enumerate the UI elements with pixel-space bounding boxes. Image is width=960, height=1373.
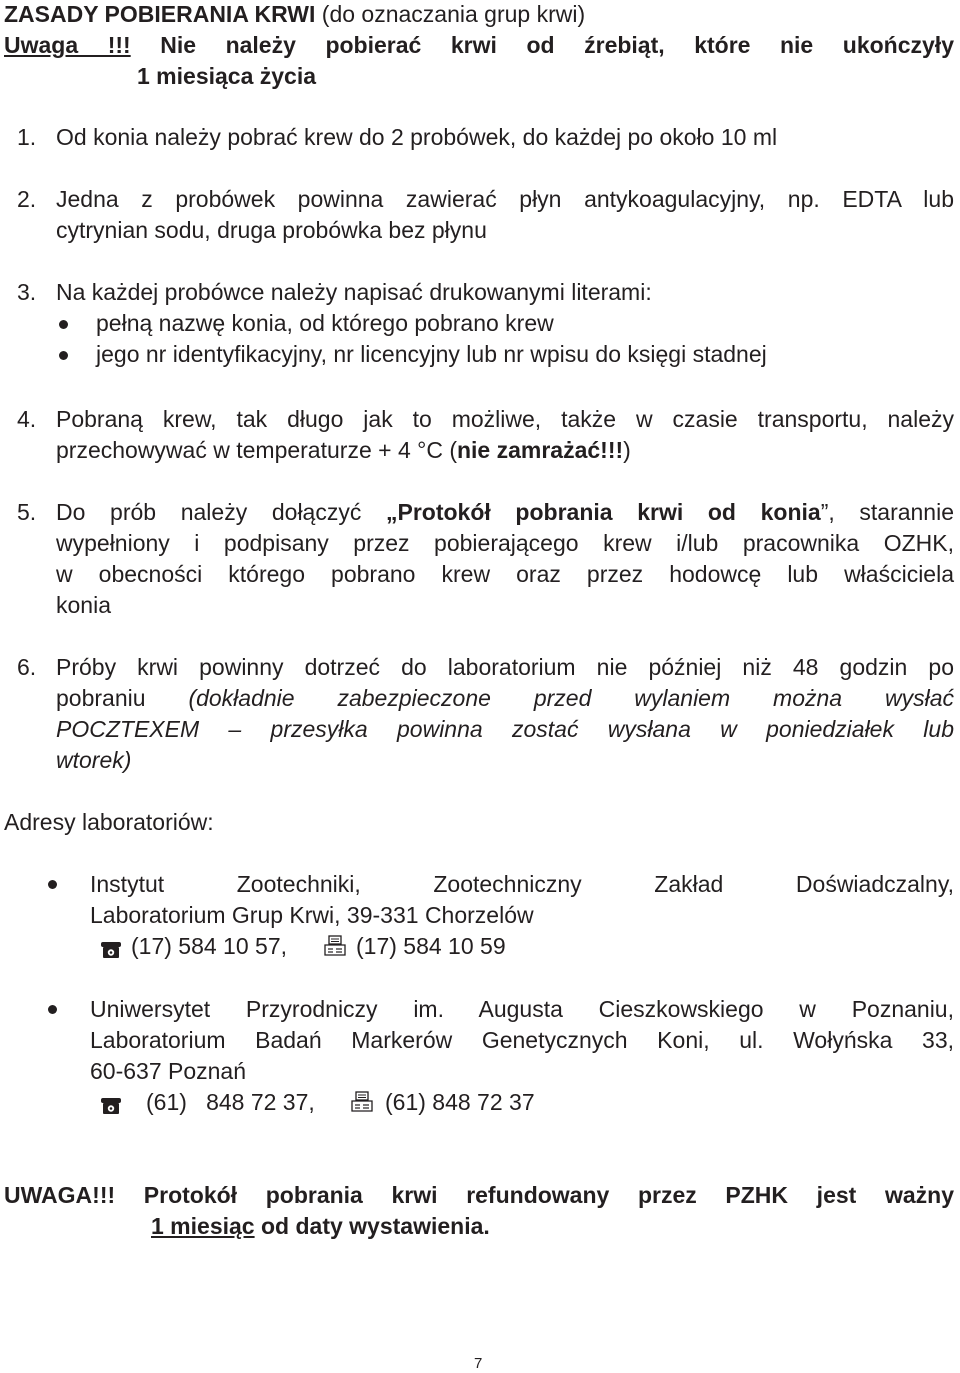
- rule-4-line-2-end: ): [623, 437, 631, 463]
- warning-line-2: 1 miesiąca życia: [137, 63, 317, 89]
- rule-5-line-1-end: ”, starannie: [820, 499, 955, 525]
- rule-5-line-1-start: Do prób należy dołączyć: [56, 499, 386, 525]
- lab-2-line-2: Laboratorium Badań Markerów Genetycznych Koni, ul. Wołyńska 33,: [90, 1027, 954, 1053]
- lab-2-contact: [100, 1087, 620, 1118]
- rule-4-line-1: Pobraną krew, tak długo jak to możliwe, także w czasie transportu, należy: [56, 406, 954, 432]
- fax-icon: [323, 934, 347, 965]
- rule-6-line-2: [56, 683, 954, 714]
- lab-1-line-2: Laboratorium Grup Krwi, 39-331 Chorzelów: [90, 902, 534, 928]
- rule-number: 2.: [17, 186, 37, 212]
- rule-number: 6.: [17, 654, 37, 680]
- footer-note-line-2: [151, 1211, 490, 1242]
- rule-4-line-2: [56, 435, 631, 466]
- lab-1-contact: [100, 931, 620, 962]
- lab-1-fax: (17) 584 10 59: [356, 933, 506, 959]
- rule-6-line-2-start: pobraniu: [56, 685, 189, 711]
- title-bold: ZASADY POBIERANIA KRWI: [4, 1, 316, 27]
- rule-5-line-4: konia: [56, 592, 111, 618]
- rule-number: 1.: [17, 124, 37, 150]
- rule-4-warning: nie zamrażać!!!: [456, 437, 624, 463]
- rule-5-line-3: w obecności którego pobrano krew oraz przez hodowcę lub właściciela: [56, 561, 954, 587]
- rule-3-bullet-1: pełną nazwę konia, od którego pobrano krew: [96, 310, 554, 336]
- warning-line-1: [4, 30, 954, 61]
- rule-number: 5.: [17, 499, 37, 525]
- protocol-name: „Protokół pobrania krwi od konia: [386, 499, 821, 525]
- rule-5-line-1: [56, 497, 954, 528]
- telephone-icon: [100, 936, 122, 967]
- footer-note-line-1: UWAGA!!! Protokół pobrania krwi refundowany przez PZHK jest ważny: [4, 1182, 954, 1208]
- title-rest: (do oznaczania grup krwi): [315, 1, 586, 27]
- rule-5-line-2: wypełniony i podpisany przez pobierającego krew i/lub pracownika OZHK,: [56, 530, 954, 556]
- bullet-dot: [48, 1005, 57, 1014]
- validity-period: 1 miesiąc: [151, 1213, 255, 1239]
- rule-4-line-2-start: przechowywać w temperaturze + 4 °C (: [56, 437, 457, 463]
- lab-2-phone: (61) 848 72 37,: [146, 1089, 315, 1115]
- rule-2-line-1: Jedna z probówek powinna zawierać płyn antykoagulacyjny, np. EDTA lub: [56, 186, 954, 212]
- telephone-icon: [100, 1092, 122, 1123]
- rule-2-line-2: cytrynian sodu, druga probówka bez płynu: [56, 217, 487, 243]
- page-title: [4, 0, 585, 30]
- addresses-heading: Adresy laboratoriów:: [4, 809, 214, 835]
- rule-6-line-3: POCZTEXEM – przesyłka powinna zostać wysłana w poniedziałek lub: [56, 716, 954, 742]
- page-number: 7: [474, 1355, 483, 1372]
- bullet-dot: [59, 320, 68, 329]
- warning-label: Uwaga !!!: [4, 32, 131, 58]
- lab-2-line-3: 60-637 Poznań: [90, 1058, 247, 1084]
- rule-6-line-4: wtorek): [56, 747, 132, 773]
- rule-3-bullet-2: jego nr identyfikacyjny, nr licencyjny lub nr wpisu do księgi stadnej: [96, 341, 767, 367]
- rule-number: 3.: [17, 279, 37, 305]
- footer-note-rest: od daty wystawienia.: [254, 1213, 490, 1239]
- rule-3-text: Na każdej probówce należy napisać drukowanymi literami:: [56, 279, 652, 305]
- rule-1-text: Od konia należy pobrać krew do 2 probówek, do każdej po około 10 ml: [56, 124, 778, 150]
- rule-6-line-1: Próby krwi powinny dotrzeć do laboratorium nie później niż 48 godzin po: [56, 654, 954, 680]
- warning-text: Nie należy pobierać krwi od źrebiąt, które nie ukończyły: [130, 32, 954, 58]
- lab-2-fax: (61) 848 72 37: [385, 1089, 535, 1115]
- bullet-dot: [48, 880, 57, 889]
- bullet-dot: [59, 351, 68, 360]
- rule-number: 4.: [17, 406, 37, 432]
- lab-1-line-1: Instytut Zootechniki, Zootechniczny Zakład Doświadczalny,: [90, 871, 954, 897]
- lab-2-line-1: Uniwersytet Przyrodniczy im. Augusta Cieszkowskiego w Poznaniu,: [90, 996, 954, 1022]
- rule-6-note: (dokładnie zabezpieczone przed wylaniem można wysłać: [188, 685, 954, 711]
- lab-1-phone: (17) 584 10 57,: [131, 933, 288, 959]
- fax-icon: [350, 1090, 374, 1121]
